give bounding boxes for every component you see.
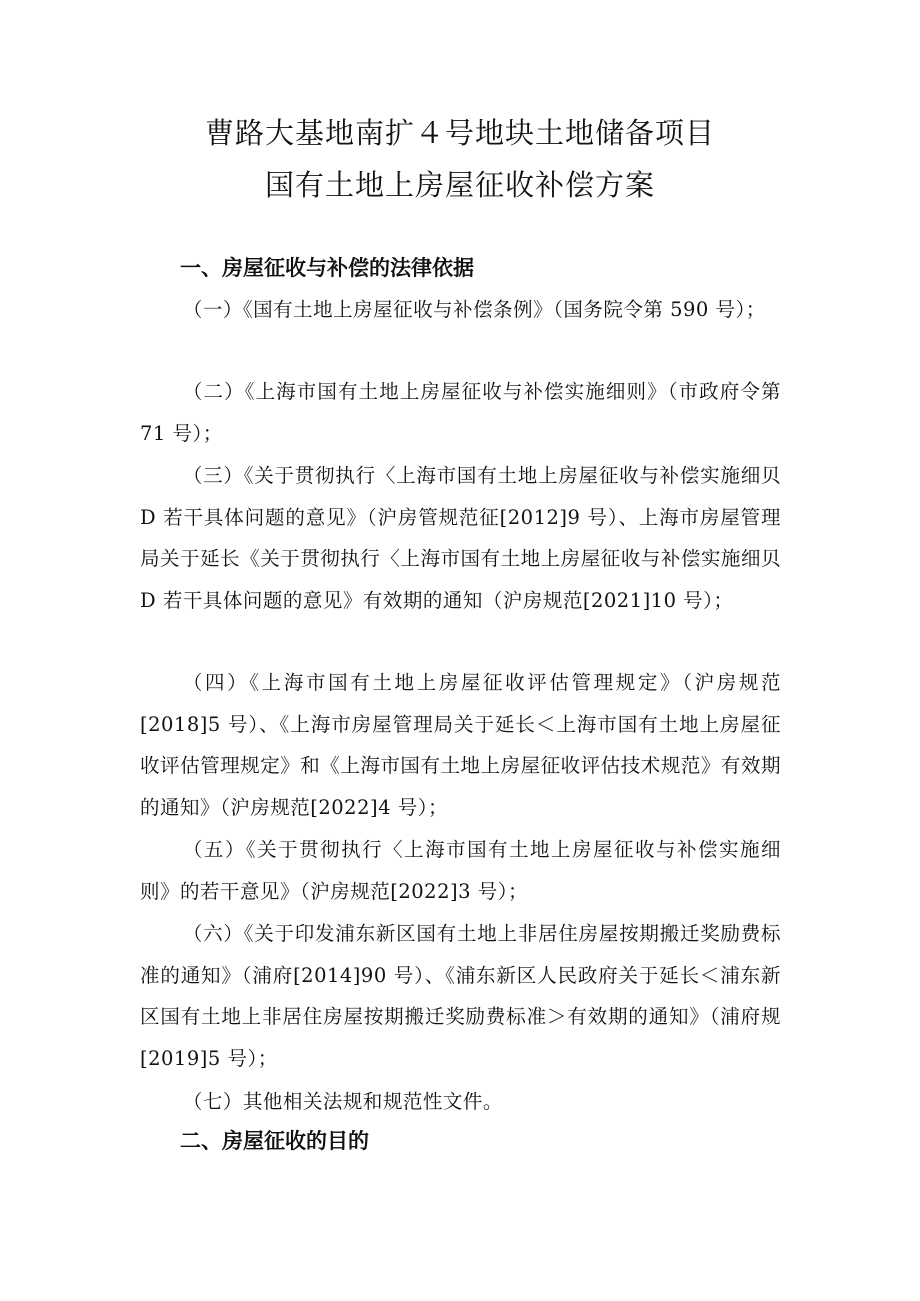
section-1-heading: 一、房屋征收与补偿的法律依据: [180, 256, 474, 280]
legal-basis-item-3: （三）《关于贯彻执行〈上海市国有土地上房屋征收与补偿实施细贝 D 若干具体问题的意见》（沪房管规范征[2012]9 号）、上海市房屋管理局关于延长《关于贯彻执行〈上海市国有土地上房屋征收与补偿实施细贝 D 若干具体问题的意见》有效期的通知（沪房规范[2021]10 号）；: [140, 464, 781, 612]
document-title-line-2: 国有土地上房屋征收补偿方案: [264, 168, 655, 202]
legal-basis-item-4: （四）《上海市国有土地上房屋征收评估管理规定》（沪房规范[2018]5 号）、《上海市房屋管理局关于延长＜上海市国有土地上房屋征收评估管理规定》和《上海市国有土地上房屋征收评估技术规范》有效期的通知》（沪房规范[2022]4 号）；: [140, 671, 781, 819]
legal-basis-item-6: （六）《关于印发浦东新区国有土地上非居住房屋按期搬迁奖励费标准的通知》（浦府[2014]90 号）、《浦东新区人民政府关于延长＜浦东新区国有土地上非居住房屋按期搬迁奖励费标准＞有效期的通知》（浦府规[2019]5 号）；: [140, 922, 781, 1070]
section-2-heading: 二、房屋征收的目的: [180, 1129, 369, 1153]
legal-basis-item-2: （二）《上海市国有土地上房屋征收与补偿实施细则》（市政府令第 71 号）；: [140, 380, 781, 445]
document-title-line-1: 曹路大基地南扩４号地块土地储备项目: [204, 116, 715, 150]
legal-basis-item-1: （一）《国有土地上房屋征收与补偿条例》（国务院令第 590 号）；: [182, 298, 766, 321]
legal-basis-item-5: （五）《关于贯彻执行〈上海市国有土地上房屋征收与补偿实施细则》的若干意见》（沪房规范[2022]3 号）；: [140, 838, 781, 903]
legal-basis-item-7: （七）其他相关法规和规范性文件。: [182, 1090, 503, 1113]
